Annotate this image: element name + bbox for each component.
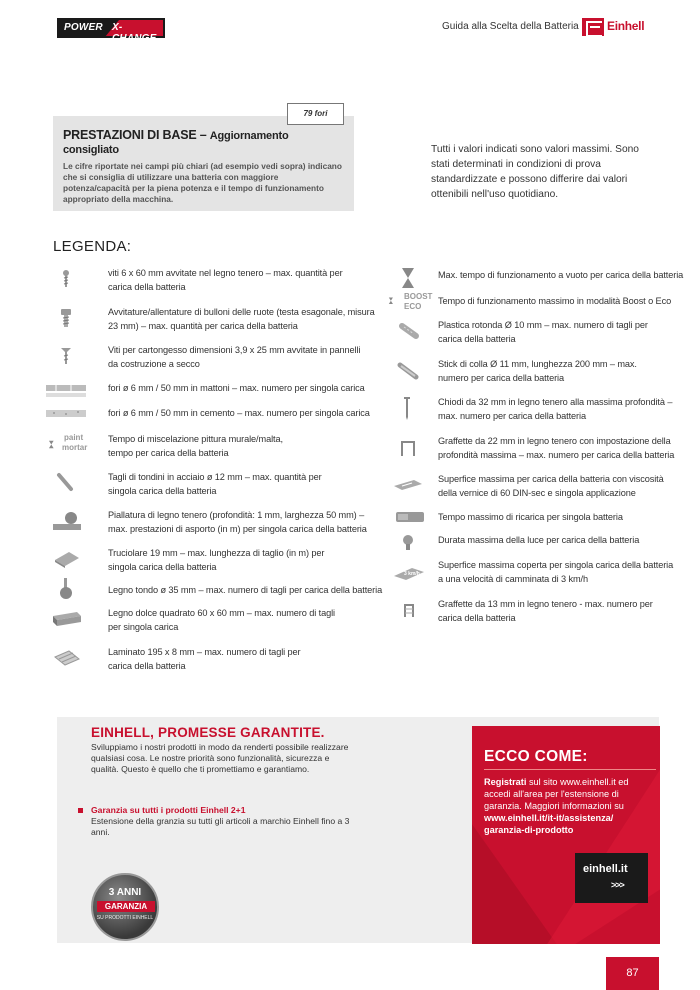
legend-text: Piallatura di legno tenero (profondità: 1 mm, larghezza 50 mm) – max. prestazioni di asporto (in m) per singola carica della batteria <box>108 510 367 534</box>
legend-text: Viti per cartongesso dimensioni 3,9 x 25 mm avvitate in pannelli da costruzione a secco <box>108 345 361 369</box>
legend-text: Superfice massima coperta per singola carica della batteria a una velocità di camminata di 3 km/h <box>438 560 674 584</box>
warranty-title: Garanzia su tutti i prodotti Einhell 2+1 <box>91 805 246 815</box>
paint-mortar-icon: paint mortar <box>48 432 92 458</box>
holes-count-sample: 79 fori <box>287 103 344 125</box>
divider <box>484 769 656 770</box>
promise-text: Sviluppiamo i nostri prodotti in modo da renderti possibile realizzare qualsiasi cosa. Le nostre priorità sono funzionalità, sicurezza e qualità. Questo è quello che ti promettiamo e garantiamo. <box>91 742 349 774</box>
legend-text: Truciolare 19 mm – max. lunghezza di taglio (in m) per singola carica della batteria <box>108 548 325 572</box>
base-performance-text: Le cifre riportate nei campi più chiari (ad esempio vedi sopra) indicano che si consiglia di utilizzare una batteria con maggiore potenza/capacità per la piena potenza e il tempo di funzionamento appropriato della macchina. <box>63 161 342 204</box>
round-wood-icon <box>53 578 87 604</box>
legend-text: Tempo di funzionamento massimo in modalità Boost o Eco <box>438 296 672 306</box>
hourglass-icon <box>392 266 426 292</box>
header-title: Guida alla Scelta della Batteria <box>442 21 579 32</box>
warranty-text: Estensione della granzia su tutti gli articoli a marchio Einhell fino a 3 anni. <box>91 816 350 837</box>
legend-text: Laminato 195 x 8 mm – max. numero di tagli per carica della batteria <box>108 647 301 671</box>
staple-22-icon <box>392 434 426 460</box>
staple-13-icon <box>392 597 426 623</box>
warranty-badge: 3 ANNI GARANZIA SU PRODOTTI EINHELL <box>91 873 159 941</box>
base-performance-title: PRESTAZIONI DI BASE – Aggiornamento consigliato <box>63 128 289 156</box>
base-performance-box <box>53 116 354 211</box>
concrete-icon <box>46 406 86 432</box>
legend-text: Tagli di tondini in acciaio ø 12 mm – max. quantità per singola carica della batteria <box>108 472 322 496</box>
square-wood-icon <box>53 606 87 632</box>
legend-text: Legno tondo ø 35 mm – max. numero di tagli per carica della batteria <box>108 585 383 595</box>
values-note: Tutti i valori indicati sono valori massimi. Sono stati determinati in condizioni di prova standardizzate e possono differire dai valori ottenibili nell'uso quotidiano. <box>431 144 639 200</box>
light-bulb-icon <box>392 533 426 559</box>
how-to-box <box>472 726 660 944</box>
boost-eco-icon: BOOST ECO <box>388 291 434 317</box>
power-x-change-logo <box>57 18 165 44</box>
how-to-text: Registrati sul sito www.einhell.it ed accedi all'area per l'estensione di garanzia. Maggiori informazioni su www.einhell.it/it-it/assistenza/ garanzia-di-prodotto <box>484 777 629 835</box>
legend-text: Tempo di miscelazione pittura murale/malta, tempo per carica della batteria <box>108 434 283 458</box>
legend-text: Max. tempo di funzionamento a vuoto per carica della batteria <box>438 270 684 280</box>
legend-text: Superfice massima per carica della batteria con viscosità della vernice di 60 DIN-sec e singola applicazione <box>438 474 664 498</box>
legend-text: Avvitature/allentature di bulloni delle ruote (testa esagonale, misura 23 mm) – max. quantità per carica della batteria <box>108 307 375 331</box>
chipboard-icon <box>53 546 87 572</box>
legend-text: Stick di colla Ø 11 mm, lunghezza 200 mm – max. numero per carica della batteria <box>438 359 637 383</box>
website-link[interactable] <box>575 853 648 903</box>
legend-text: Graffette da 13 mm in legno tenero - max. numero per carica della batteria <box>438 599 653 623</box>
legend-text: Chiodi da 32 mm in legno tenero alla massima profondità – max. numero per carica della batteria <box>438 397 673 421</box>
laminate-icon <box>53 645 87 671</box>
bullet-icon <box>78 808 83 813</box>
paint-surface-icon <box>392 472 426 498</box>
nail-icon <box>392 395 426 421</box>
plastic-rod-icon <box>392 318 426 344</box>
page-header <box>0 0 700 48</box>
glue-stick-icon <box>392 357 426 383</box>
promise-title: EINHELL, PROMESSE GARANTITE. <box>91 725 325 740</box>
einhell-logo <box>582 18 662 36</box>
how-to-title: ECCO COME: <box>484 748 588 765</box>
legend-text: Tempo massimo di ricarica per singola batteria <box>438 512 623 522</box>
legend-text: Graffette da 22 mm in legno tenero con impostazione della profondità massima – max. numero per carica della batteria <box>438 436 675 460</box>
planer-icon <box>53 508 87 534</box>
legend-text: viti 6 x 60 mm avvitate nel legno tenero – max. quantità per carica della batteria <box>108 268 343 292</box>
logo-text-xchange: X-CHANGE <box>112 22 157 44</box>
brick-icon <box>46 381 86 407</box>
einhell-wordmark: Einhell <box>607 19 645 33</box>
legend-title: LEGENDA: <box>53 238 132 255</box>
einhell-logo-mark-icon <box>582 18 604 36</box>
screw-icon <box>53 266 87 292</box>
wheel-bolt-icon <box>53 305 87 331</box>
legend-text: Durata massima della luce per carica della batteria <box>438 535 640 545</box>
page-number: 87 <box>606 957 659 990</box>
mower-area-icon: 3 km/h <box>392 558 428 584</box>
legend-text: Plastica rotonda Ø 10 mm – max. numero di tagli per carica della batteria <box>438 320 648 344</box>
warranty-block <box>91 805 351 838</box>
legend-text: fori ø 6 mm / 50 mm in mattoni – max. numero per singola carica <box>108 383 365 393</box>
logo-text-power: POWER <box>64 22 103 33</box>
arrows-icon: >>> <box>611 880 624 890</box>
legend-text: fori ø 6 mm / 50 mm in cemento – max. numero per singola carica <box>108 408 370 418</box>
legend-text: Legno dolce quadrato 60 x 60 mm – max. numero di tagli per singola carica <box>108 608 335 632</box>
website-name: einhell.it <box>583 863 628 875</box>
drywall-screw-icon <box>53 343 87 369</box>
steel-rod-icon <box>53 470 87 496</box>
